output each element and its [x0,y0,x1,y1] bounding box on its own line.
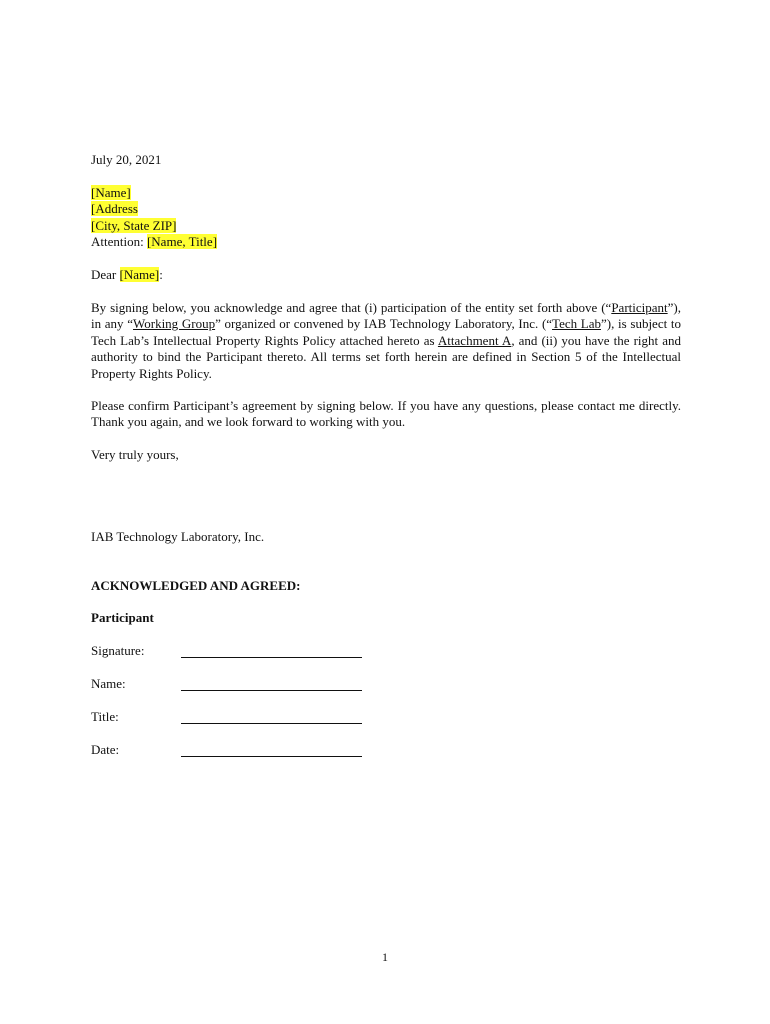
defined-term-attachment-a: Attachment A [437,332,512,348]
body-paragraph-1 [91,300,681,382]
body-paragraph-2: Please confirm Participant’s agreement by signing below. If you have any questions, please contact me directly. Thank you again, and we look forward to working with you. [91,398,681,430]
signature-label: Signature: [91,643,145,658]
body1-text-5: , and (ii) you have the right and authority to bind the Participant thereto. All terms set forth herein are defined in Section 5 of the Intellectual Property Rights Policy. [91,332,681,381]
recipient-city-placeholder: [City, State ZIP] [91,218,177,233]
recipient-attention [91,234,217,250]
name-line[interactable] [181,690,362,691]
salutation-prefix: Dear [91,267,120,282]
title-label: Title: [91,709,119,724]
signature-line[interactable] [181,657,362,658]
salutation-name-placeholder: [Name] [119,267,160,282]
defined-term-participant: Participant [611,300,668,315]
recipient-address-placeholder: [Address [91,201,138,216]
attention-label: Attention: [91,234,147,249]
participant-heading: Participant [91,610,154,625]
page-number: 1 [382,950,388,964]
body1-text-1: By signing below, you acknowledge and agree that (i) participation of the entity set forth above (“ [91,300,612,315]
defined-term-working-group: Working Group [133,316,216,332]
recipient-name [91,185,131,201]
letter-date: July 20, 2021 [91,152,162,167]
recipient-city-state-zip [91,218,176,234]
date-label: Date: [91,742,120,757]
recipient-address [91,201,138,217]
salutation-suffix: : [159,267,163,282]
body1-text-3: ” organized or convened by IAB Technology Laboratory, Inc. (“ [215,316,553,332]
name-label: Name: [91,676,126,691]
date-line[interactable] [181,756,362,757]
salutation [91,267,163,283]
closing: Very truly yours, [91,447,179,462]
body1-text-2: ”), in any “ [91,300,681,332]
body1-text-4: ”), is subject to Tech Lab’s Intellectual Property Rights Policy attached hereto as [91,316,681,348]
acknowledgment-heading: ACKNOWLEDGED AND AGREED: [91,578,301,593]
recipient-name-placeholder: [Name] [91,185,131,200]
attention-placeholder: [Name, Title] [146,234,218,249]
defined-term-tech-lab: Tech Lab [552,316,602,332]
sender-name: IAB Technology Laboratory, Inc. [91,529,265,544]
title-line[interactable] [181,723,362,724]
